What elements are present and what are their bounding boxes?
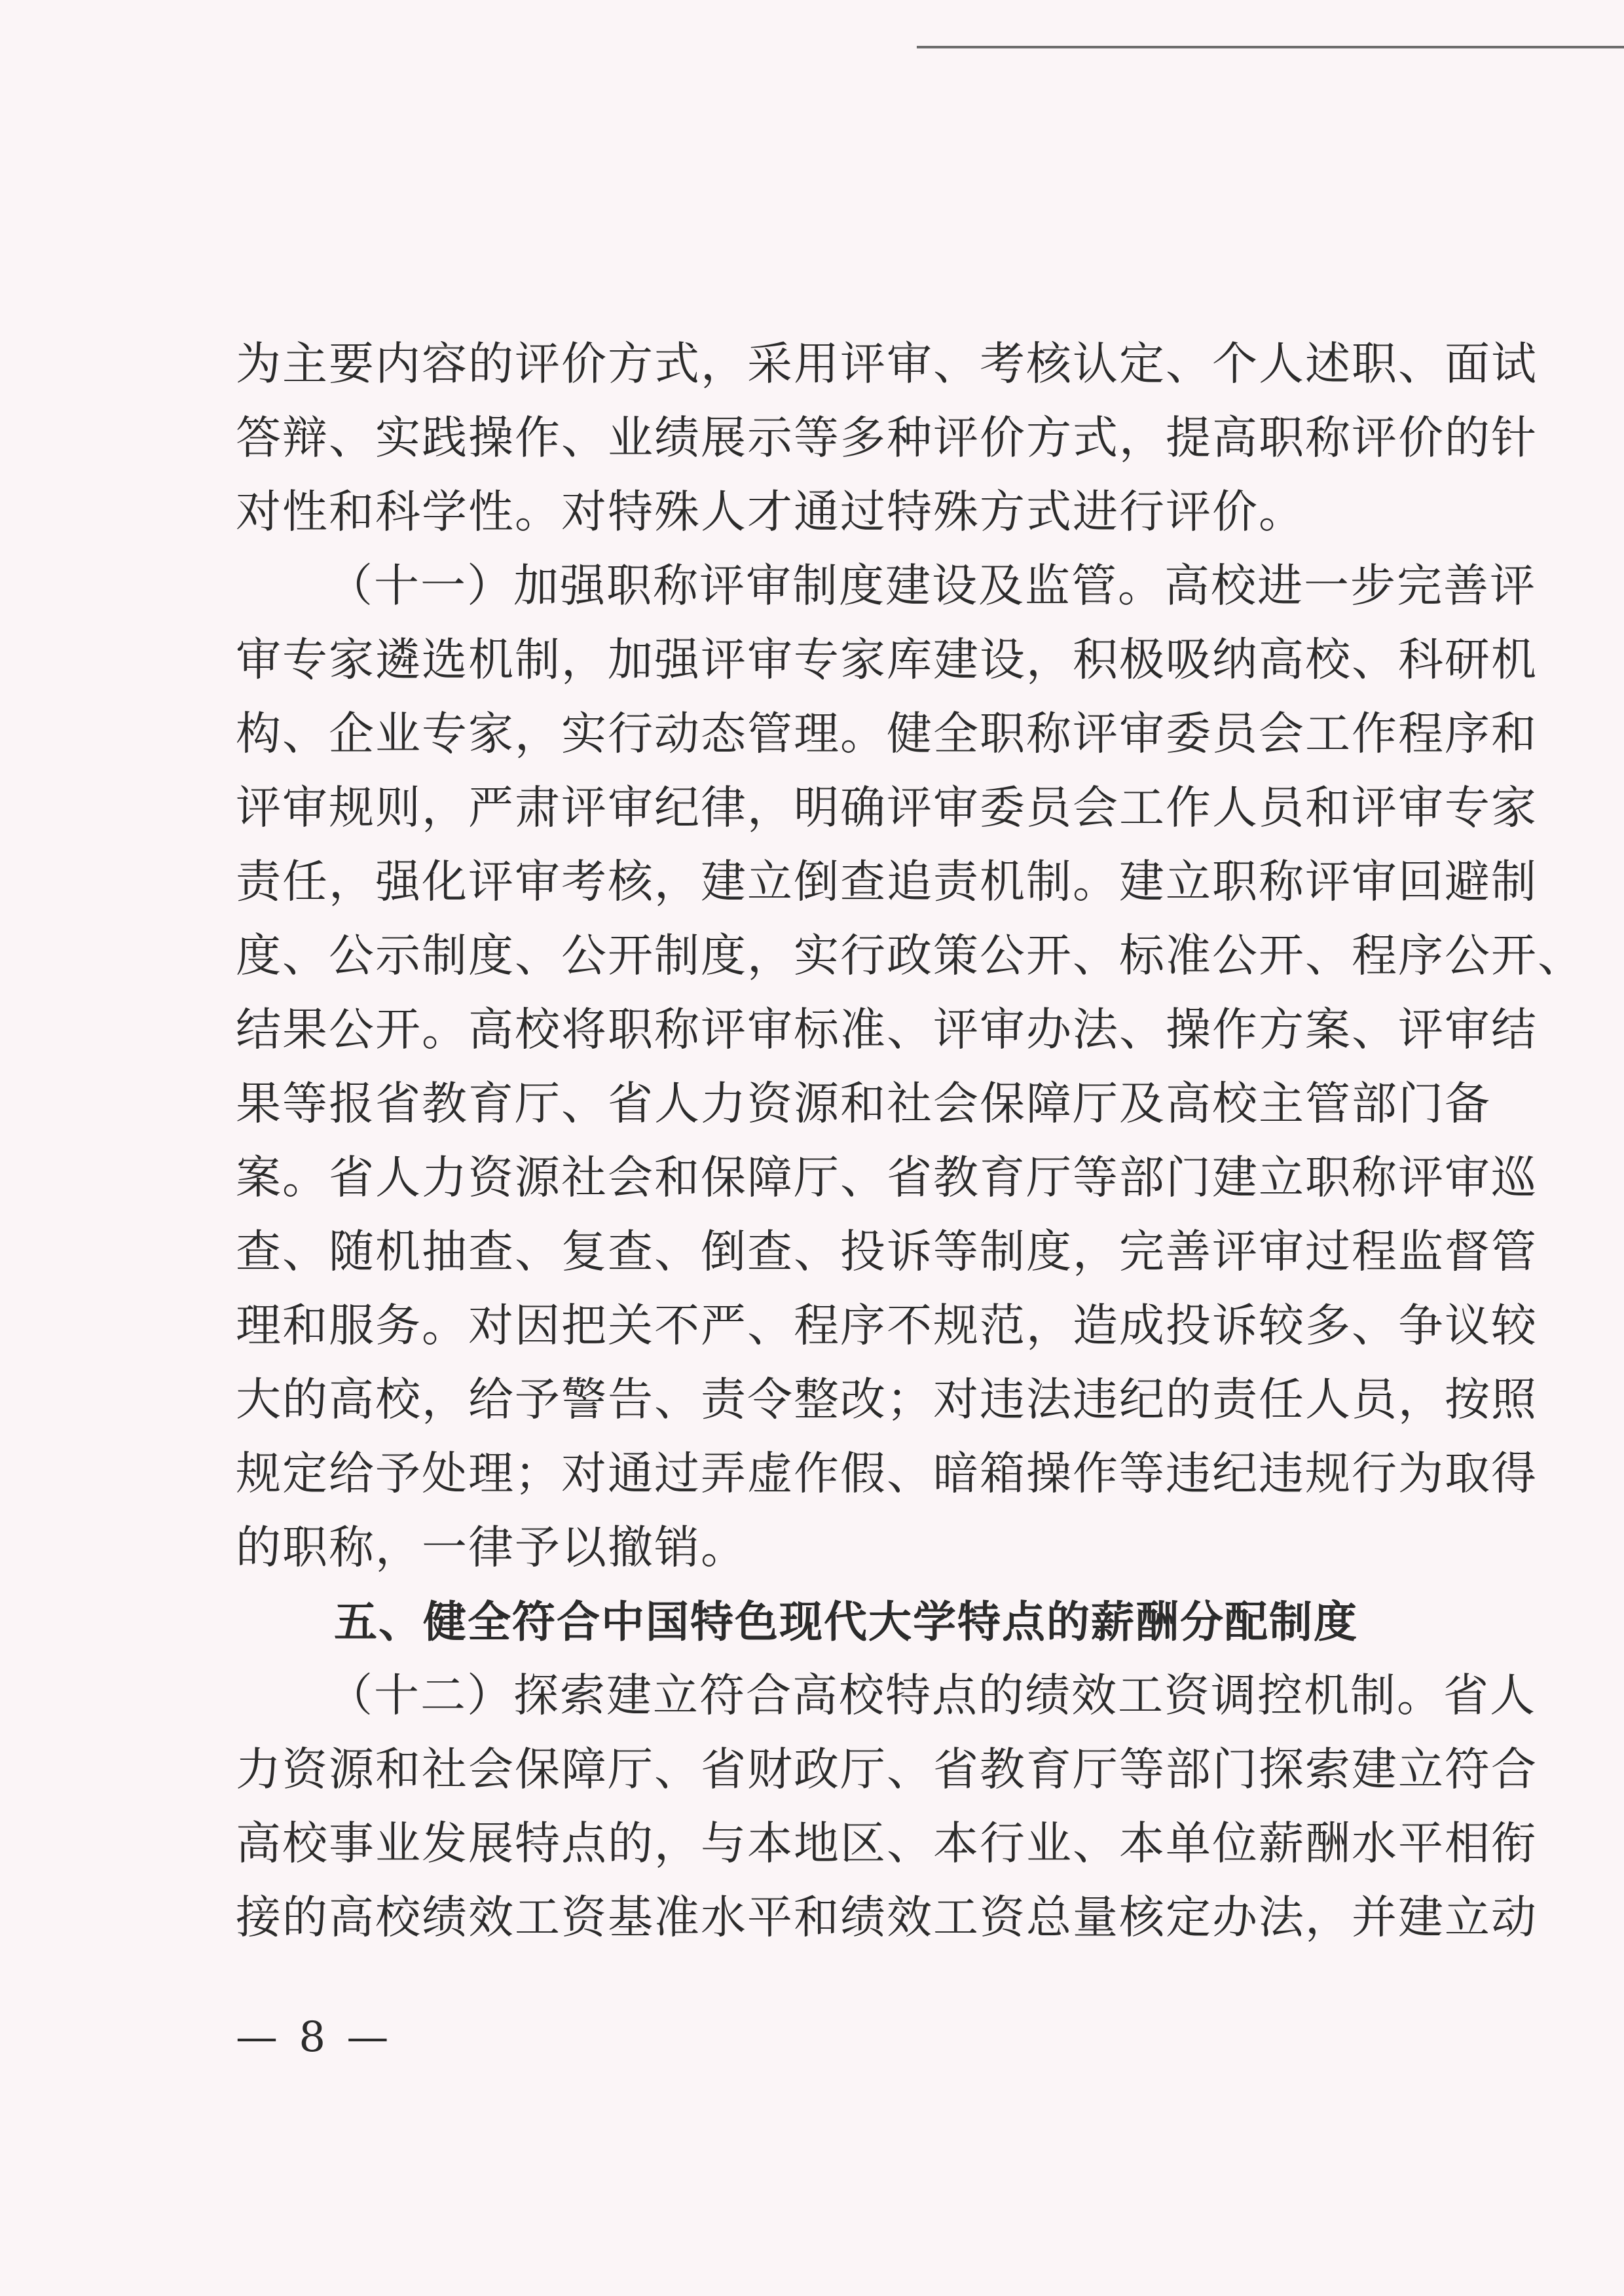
- paragraph-line: 对性和科学性。对特殊人才通过特殊方式进行评价。: [236, 486, 1305, 538]
- top-rule: [917, 46, 1624, 48]
- paragraph-line: 理和服务。对因把关不严、程序不规范，造成投诉较多、争议较: [236, 1300, 1538, 1352]
- paragraph-line: 答辩、实践操作、业绩展示等多种评价方式，提高职称评价的针: [236, 412, 1538, 464]
- paragraph-line: 责任，强化评审考核，建立倒查追责机制。建立职称评审回避制: [236, 856, 1538, 908]
- paragraph-line: 果等报省教育厅、省人力资源和社会保障厅及高校主管部门备: [236, 1078, 1491, 1130]
- paragraph-line: 接的高校绩效工资基准水平和绩效工资总量核定办法，并建立动: [236, 1891, 1538, 1944]
- paragraph-line: 案。省人力资源社会和保障厅、省教育厅等部门建立职称评审巡: [236, 1152, 1538, 1204]
- paragraph-line: 为主要内容的评价方式，采用评审、考核认定、个人述职、面试: [236, 338, 1538, 390]
- paragraph-line: 构、企业专家，实行动态管理。健全职称评审委员会工作程序和: [236, 708, 1538, 760]
- paragraph-line: 规定给予处理；对通过弄虚作假、暗箱操作等违纪违规行为取得: [236, 1448, 1538, 1500]
- paragraph-line: 查、随机抽查、复查、倒查、投诉等制度，完善评审过程监督管: [236, 1226, 1538, 1278]
- section-heading: 五、健全符合中国特色现代大学特点的薪酬分配制度: [334, 1597, 1358, 1647]
- paragraph-line: 高校事业发展特点的，与本地区、本行业、本单位薪酬水平相衔: [236, 1817, 1538, 1870]
- paragraph-line: 度、公示制度、公开制度，实行政策公开、标准公开、程序公开、: [236, 930, 1584, 982]
- paragraph-line: （十二）探索建立符合高校特点的绩效工资调控机制。省人: [327, 1669, 1536, 1722]
- document-body: [236, 327, 1584, 1955]
- page-number: — 8 —: [236, 2013, 393, 2062]
- paragraph-line: 大的高校，给予警告、责令整改；对违法违纪的责任人员，按照: [236, 1374, 1538, 1426]
- paragraph-line: 审专家遴选机制，加强评审专家库建设，积极吸纳高校、科研机: [236, 634, 1538, 686]
- paragraph-line: （十一）加强职称评审制度建设及监管。高校进一步完善评: [327, 560, 1536, 612]
- paragraph-line: 评审规则，严肃评审纪律，明确评审委员会工作人员和评审专家: [236, 782, 1538, 834]
- paragraph-line: 结果公开。高校将职称评审标准、评审办法、操作方案、评审结: [236, 1004, 1538, 1056]
- paragraph-line: 力资源和社会保障厅、省财政厅、省教育厅等部门探索建立符合: [236, 1743, 1538, 1796]
- paragraph-line: 的职称，一律予以撤销。: [236, 1522, 747, 1574]
